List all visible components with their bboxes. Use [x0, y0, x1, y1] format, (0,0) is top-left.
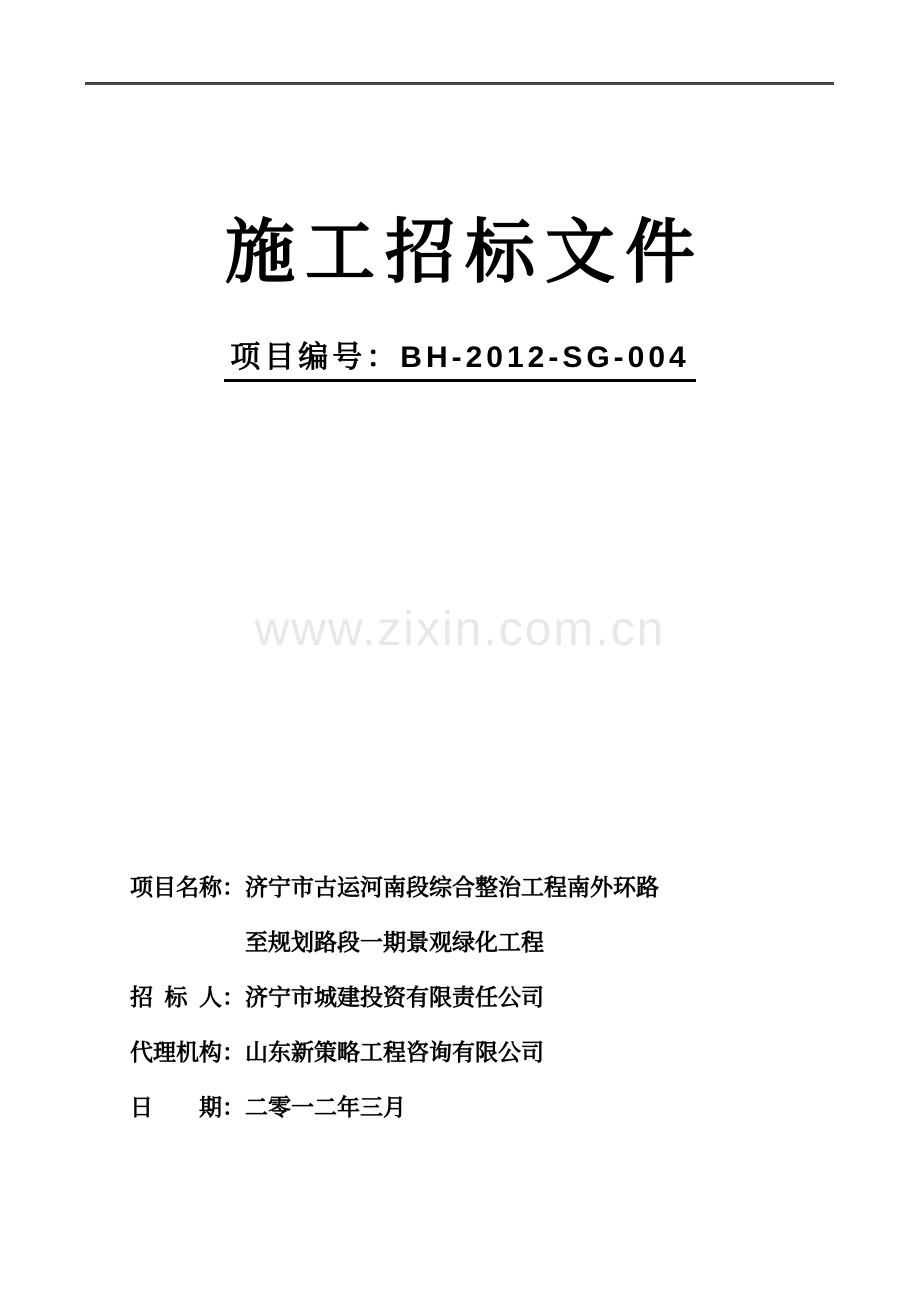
project-number-value: BH-2012-SG-004	[400, 341, 690, 374]
field-row-agency	[130, 1037, 790, 1092]
field-value-agency: 山东新策略工程咨询有限公司	[245, 1039, 544, 1065]
field-label-agency: 代理机构	[130, 1039, 222, 1065]
field-row-project-name-line2	[130, 927, 790, 982]
project-number-colon: ：	[366, 341, 401, 374]
field-value-tenderee: 济宁市城建投资有限责任公司	[245, 984, 544, 1010]
field-row-project-name	[130, 872, 790, 927]
field-label-project-name: 项目名称	[130, 874, 222, 900]
project-number-row	[0, 338, 920, 382]
field-value-date: 二零一二年三月	[245, 1094, 406, 1120]
field-label-date: 日期	[130, 1094, 222, 1120]
field-value-project-name-line2: 至规划路段一期景观绿化工程	[245, 929, 544, 955]
watermark-text: www.zixin.com.cn	[254, 603, 666, 656]
field-colon: ：	[222, 984, 245, 1010]
field-label-tenderee: 招标人	[130, 984, 222, 1010]
info-block	[130, 872, 790, 1147]
field-row-tenderee	[130, 982, 790, 1037]
field-value-project-name: 济宁市古运河南段综合整治工程南外环路	[245, 874, 659, 900]
field-colon: ：	[222, 1094, 245, 1120]
field-row-date	[130, 1092, 790, 1147]
field-colon: ：	[222, 874, 245, 900]
field-colon: ：	[222, 1039, 245, 1065]
document-title: 施工招标文件	[225, 213, 705, 291]
project-number-label: 项目编号	[230, 341, 367, 374]
project-number	[224, 338, 695, 382]
header-rule	[85, 82, 834, 85]
